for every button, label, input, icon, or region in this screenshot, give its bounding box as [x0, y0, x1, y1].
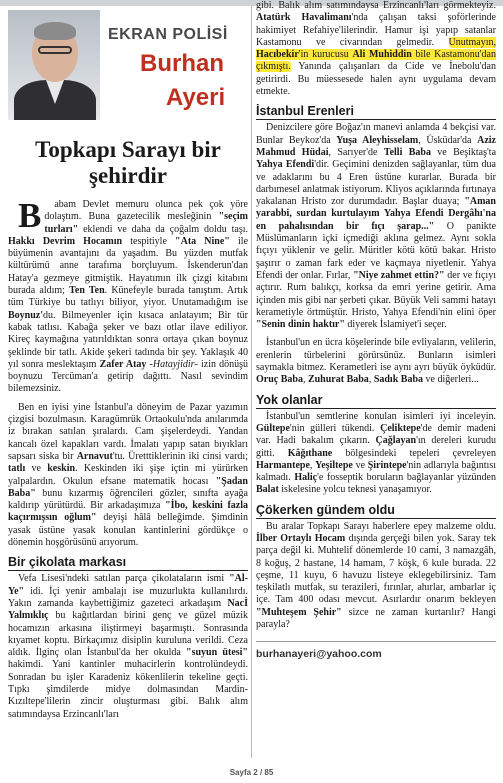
paragraph: Denizcilere göre Boğaz'ın manevi anlamda 4 bekçisi var. Bunlar Beykoz'da Yuşa Aleyhisselam, Üsküdar'da Aziz Mahmud Hüdai, Sarıyer'de Telli Baba ve Beşiktaş'ta Yahya Efendi'dir. Geçimini denizden sağlayanlar, tüm dua ve adaklarını bu 4 Eren üstüne kurarlar. Burada bir darbımesel anlatmak istiyorum. Kliyos açıklarında fırtınaya yakalanan Hristo zor durumdadır. Başlar duaya; "Aman yarabbi, surdan kurtulayım Yahya Efendi Dergâhı'na en pahalısından bir fıçı şarap..." O panikte Müslümanların içki içmediği aklına gelmez. Aynı sokla fıçıyı yüklenir ve gelir. Müritler kötü kötü bakar. Hristo şaşırır o zaman fark eder ve kaçmaya niyetlenir. Yahya Efendi der onlar. Fırlar, "Niye zahmet ettin?" der ve fıçıyı açtırır. Rum balıkçı, korksa da emri yerine getirir. Ama içinden mis gibi nar şerbeti çıkar. Büyük Veli sammi hatayı kerametiyle örtmüştür. Hristo, Yahya Efendi'nin elini öper "Senin dinin haktır" diyerek İslamiyet'i seçer. [256, 122, 496, 331]
author-first-name: Burhan [140, 50, 224, 77]
column-divider [251, 6, 252, 758]
column-header [8, 6, 248, 123]
column-label: EKRAN POLİSİ [108, 26, 228, 43]
paragraph: Vefa Lisesi'ndeki satılan parça çikolataların ismi "Al-Ye" idi. İçi yenir ambalajı ise muzurlukta kullanılırdı. Yakın zamanda kaybettiğimiz gazeteci arkadaşım Nacİ Yalmıklıç bu kağıtlardan birini genç ve güzel müzik hocamızın arkasına iliştirmeyi başarmıştı. Sonrasında kıyamet koptu. Birkaçımız disiplin kuruluna verildi. Ceza aldık. İlginç olan İstanbul'da her okulda "suyun ütesi" hakimdi. Yani kantinler muhacirlerin kontrolündeydi. Sonradan bu işler Karadeniz kökenlilerin tekeline geçti. Tıpkı şimdilerde midye dolmasından Mardin-Kızıltepe'lilerin zincir oluşturması gibi. Balık alım satımındaysa Erzincanlı'ları [8, 573, 248, 720]
page-number: Sayfa 2 / 85 [229, 768, 274, 777]
subheading: Çökerken gündem oldu [256, 503, 496, 519]
subheading: İstanbul Erenleri [256, 104, 496, 120]
subheading: Yok olanlar [256, 393, 496, 409]
paragraph: Ben en iyisi yine İstanbul'a döneyim de Pazar yazımın çizgisi bozulmasın. Karagümrük Ortaokulu'nda anılarımda iz bırakan satılan şıralardı. Cam şişelerdeydi. Yandan kancalı özel kapakları vardı. İmalatı yapıp satan bıyıkları sapsarı siska bir Arnavut'tu. Üretttiklerinin iki cinsi vardı; tatlı ve keskin. Keskinden iki şişe içtin mi yürürken yalpalardın. Okulun efsane matematik hocası "Şadan Baba" bunu kızarmış öğrencileri gözler, sınıfta ayağa kaldırıp yürütürdü. Bir arkadaşımıza "İbo, keskini fazla kaçırmışsın oğlum" deyişi hâlâ belleğimde. Şimdinin yasak üstüne yasak konulan kantinlerini gördükçe o dönemin hoşgörüsünü arıyorum. [8, 401, 248, 549]
author-photo [8, 10, 100, 120]
right-column [256, 0, 496, 760]
paragraph: B abam Devlet memuru olunca pek çok yöre dolaştım. Buna gazetecilik mesleğinin "seçim turları" eklendi ve daha da çoğalm doldu taşı. Hakkı Devrim Hocamın tespitiyle "Ata Nine" ile büyümenin avantajını da yaşadım. Bu yüzden mutfak kültürümü anne tarafıma borçluyum. İskenderun'dan Hatay'a gezmeye gitmiştik. Hayatımın ilk çizgi kitabını burada aldım; Ten Ten. Künefeyle burada tanıştım. Artık tüm Türkiye bu tatlıyı biliyor, yiyor. Unutamadığım ise Boynuz'du. Bilmeyenler için kısaca anlatayım; Bir tür kabak tatlısı. Kabağa şeker ve bazı otlar ilave ediliyor. Kireç kaymağına yatırıldıktan sonra ortaya çıkan boynuz şeklinde bir tatlı. Akide şekeri tadında bir şey. Yaklaşık 40 yıl sonra meslektaşım Zafer Atay -Hatayjidir- izin dönüşü boynuzu Tercüman'a getirip dağıttı. Nasıl sevindim bilemezsiniz. [8, 196, 248, 395]
author-last-name: Ayeri [166, 84, 226, 111]
drop-cap: B [18, 196, 42, 235]
left-column [8, 6, 248, 766]
author-email[interactable]: burhanayeri@yahoo.com [256, 641, 496, 660]
article-title: Topkapı Sarayı bir şehirdir [35, 137, 221, 188]
paragraph: İstanbul'un semtlerine konulan isimleri iyi inceleyin. Gültepe'nin gülleri tükendi. Çeliktepe'de demir madeni var. Hadi bakalım çıkarın. Çağlayan'ın dereleri kurudu gitti. Kâğıthane bölgesindeki tepeleri çevreleyen Harmantepe, Yeşiltepe ve Şirintepe'nin adlarıyla bağıntısı kalmadı. Haliç'e fosseptik boruların bağlayanlar yüzünden Balat iskelesine yolcu teknesi yanaşamıyor. [256, 410, 496, 496]
paragraph: İstanbul'un en ücra köşelerinde bile evliyaların, velilerin, erenlerin türbelerini görürsünüz. Bunların isimleri saymakla bitmez. Kerametleri ise aynı ayrı büyük öyküdür. Oruç Baba, Zuhurat Baba, Sadık Baba ve diğerleri... [256, 337, 496, 386]
paragraph: Bu aralar Topkapı Sarayı haberlere epey malzeme oldu. İlber Ortaylı Hocam dışında gerçeği bilen yok. Saray tek parça değil ki. Muhtelif dönemlerde 10 cami, 3 namazgâh, 8 koğuş, 2 hastane, 14 hamam, 7 köşk, 6 kule burada. 22 çeşme, 11 kuyu, 6 havuzu listeye eklegebilirsiniz. Tam teşkilatlı mutfak, su terazileri, fırınlar, ahırlar, ambarlar iç içe. Tam 400 odası mevcut. Asırlardır onarım bekleyen "Muhteşem Şehir" sizce ne zaman kurtarılır? Hangi parayla? [256, 520, 496, 631]
subheading: Bir çikolata markası [8, 555, 248, 571]
paragraph: gibi. Balık alım satımındaysa Erzincanlı'ları görmekteyiz. Atatürk Havalimanı'nda çalışan taksi şoförlerinde hakimiyet Refahiye'lilerindir. Hamur işi yapıp satanlar Kastamonu ve civarından gelmedir. Unutmayın, Hacıbekir'in kurucusu Ali Muhiddin bile Kastamonu'dan çıkmıştı. Yanında çalışanları da Cide ve İnebolu'dan getirirdi. Bu müessesede halen aynı uygulama devam etmekte. [256, 0, 496, 98]
highlighted-text: Unutmayın, Hacıbekir'in kurucusu Ali Muhiddin bile Kastamonu'dan çıkmıştı. [256, 36, 496, 73]
